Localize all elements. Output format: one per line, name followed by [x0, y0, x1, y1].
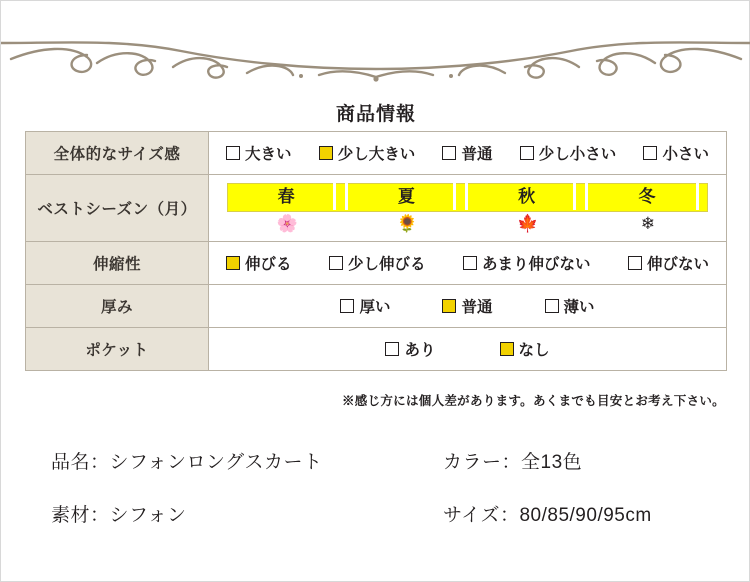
spec-material: 素材：シフォン — [51, 505, 187, 526]
row-label-pocket: ポケット — [26, 328, 209, 371]
option-label: 普通 — [461, 146, 493, 163]
cherry-blossom-icon: 🌸 — [276, 214, 298, 233]
option-label: 薄い — [563, 299, 595, 316]
checkbox-icon[interactable] — [329, 256, 343, 270]
option-label: 少し大きい — [337, 146, 416, 163]
spec-row-1 — [1, 447, 750, 474]
disclaimer-note: ※感じ方には個人差があります。あくまでも目安とお考え下さい。 — [341, 394, 725, 408]
row-label-stretch: 伸縮性 — [26, 242, 209, 285]
row-value-stretch — [209, 242, 727, 285]
option-size-slightly-big[interactable] — [319, 142, 416, 164]
option-label: 伸びない — [646, 256, 709, 273]
checkbox-icon[interactable] — [385, 342, 399, 356]
table-row-thickness — [26, 285, 727, 328]
spec-row-2 — [1, 500, 750, 527]
sunflower-icon: 🌻 — [396, 214, 418, 233]
option-group-size — [215, 142, 720, 164]
table-row-season — [26, 175, 727, 242]
option-stretch-slight[interactable] — [329, 252, 426, 274]
snowflake-icon: ❄ — [640, 214, 655, 233]
checkbox-checked-icon[interactable] — [442, 299, 456, 313]
season-label-summer: 夏 — [397, 187, 417, 206]
row-label-thickness: 厚み — [26, 285, 209, 328]
option-thickness-thin[interactable] — [545, 295, 595, 317]
option-stretch-no[interactable] — [628, 252, 709, 274]
spec-item-name: 品名：シフォンロングスカート — [51, 452, 323, 473]
option-label: 厚い — [359, 299, 391, 316]
option-size-big[interactable] — [226, 142, 292, 164]
row-value-pocket — [209, 328, 727, 371]
checkbox-icon[interactable] — [463, 256, 477, 270]
row-value-size — [209, 132, 727, 175]
option-thickness-normal[interactable] — [442, 295, 492, 317]
table-row-size — [26, 132, 727, 175]
option-group-thickness — [215, 295, 720, 317]
option-label: 大きい — [245, 146, 292, 163]
option-label: 小さい — [662, 146, 709, 163]
checkbox-icon[interactable] — [340, 299, 354, 313]
season-label-autumn: 秋 — [518, 187, 538, 206]
maple-leaf-icon: 🍁 — [517, 214, 539, 233]
row-label-size: 全体的なサイズ感 — [26, 132, 209, 175]
option-label: 少し小さい — [538, 146, 617, 163]
option-label: なし — [518, 342, 550, 359]
option-thickness-thick[interactable] — [340, 295, 390, 317]
option-label: あり — [404, 342, 436, 359]
option-label: 普通 — [461, 299, 493, 316]
option-group-pocket — [215, 338, 720, 360]
product-info-table — [25, 131, 727, 371]
option-label: 伸びる — [245, 256, 292, 273]
season-labels — [227, 184, 708, 209]
season-chart — [215, 176, 720, 240]
ornament-divider — [1, 29, 750, 85]
season-label-winter: 冬 — [638, 187, 658, 206]
option-label: あまり伸びない — [481, 256, 591, 273]
checkbox-checked-icon[interactable] — [226, 256, 240, 270]
option-label: 少し伸びる — [347, 256, 426, 273]
option-size-small[interactable] — [643, 142, 709, 164]
row-value-thickness — [209, 285, 727, 328]
checkbox-icon[interactable] — [442, 146, 456, 160]
season-label-spring: 春 — [277, 187, 297, 206]
option-pocket-yes[interactable] — [385, 338, 435, 360]
row-label-season: ベストシーズン（月） — [26, 175, 209, 242]
checkbox-checked-icon[interactable] — [319, 146, 333, 160]
spec-color: カラー：全13色 — [443, 452, 583, 473]
season-icons — [227, 212, 708, 238]
checkbox-icon[interactable] — [643, 146, 657, 160]
checkbox-icon[interactable] — [520, 146, 534, 160]
option-pocket-no[interactable] — [500, 338, 550, 360]
checkbox-icon[interactable] — [226, 146, 240, 160]
page-title: 商品情報 — [335, 104, 416, 125]
option-group-stretch — [215, 252, 720, 274]
table-row-pocket — [26, 328, 727, 371]
row-value-season — [209, 175, 727, 242]
option-stretch-yes[interactable] — [226, 252, 292, 274]
checkbox-icon[interactable] — [628, 256, 642, 270]
spec-list — [1, 447, 750, 553]
table-row-stretch — [26, 242, 727, 285]
spec-size: サイズ：80/85/90/95cm — [443, 505, 652, 526]
option-stretch-little[interactable] — [463, 252, 591, 274]
checkbox-icon[interactable] — [545, 299, 559, 313]
checkbox-checked-icon[interactable] — [500, 342, 514, 356]
option-size-slightly-small[interactable] — [520, 142, 617, 164]
option-size-normal[interactable] — [442, 142, 492, 164]
